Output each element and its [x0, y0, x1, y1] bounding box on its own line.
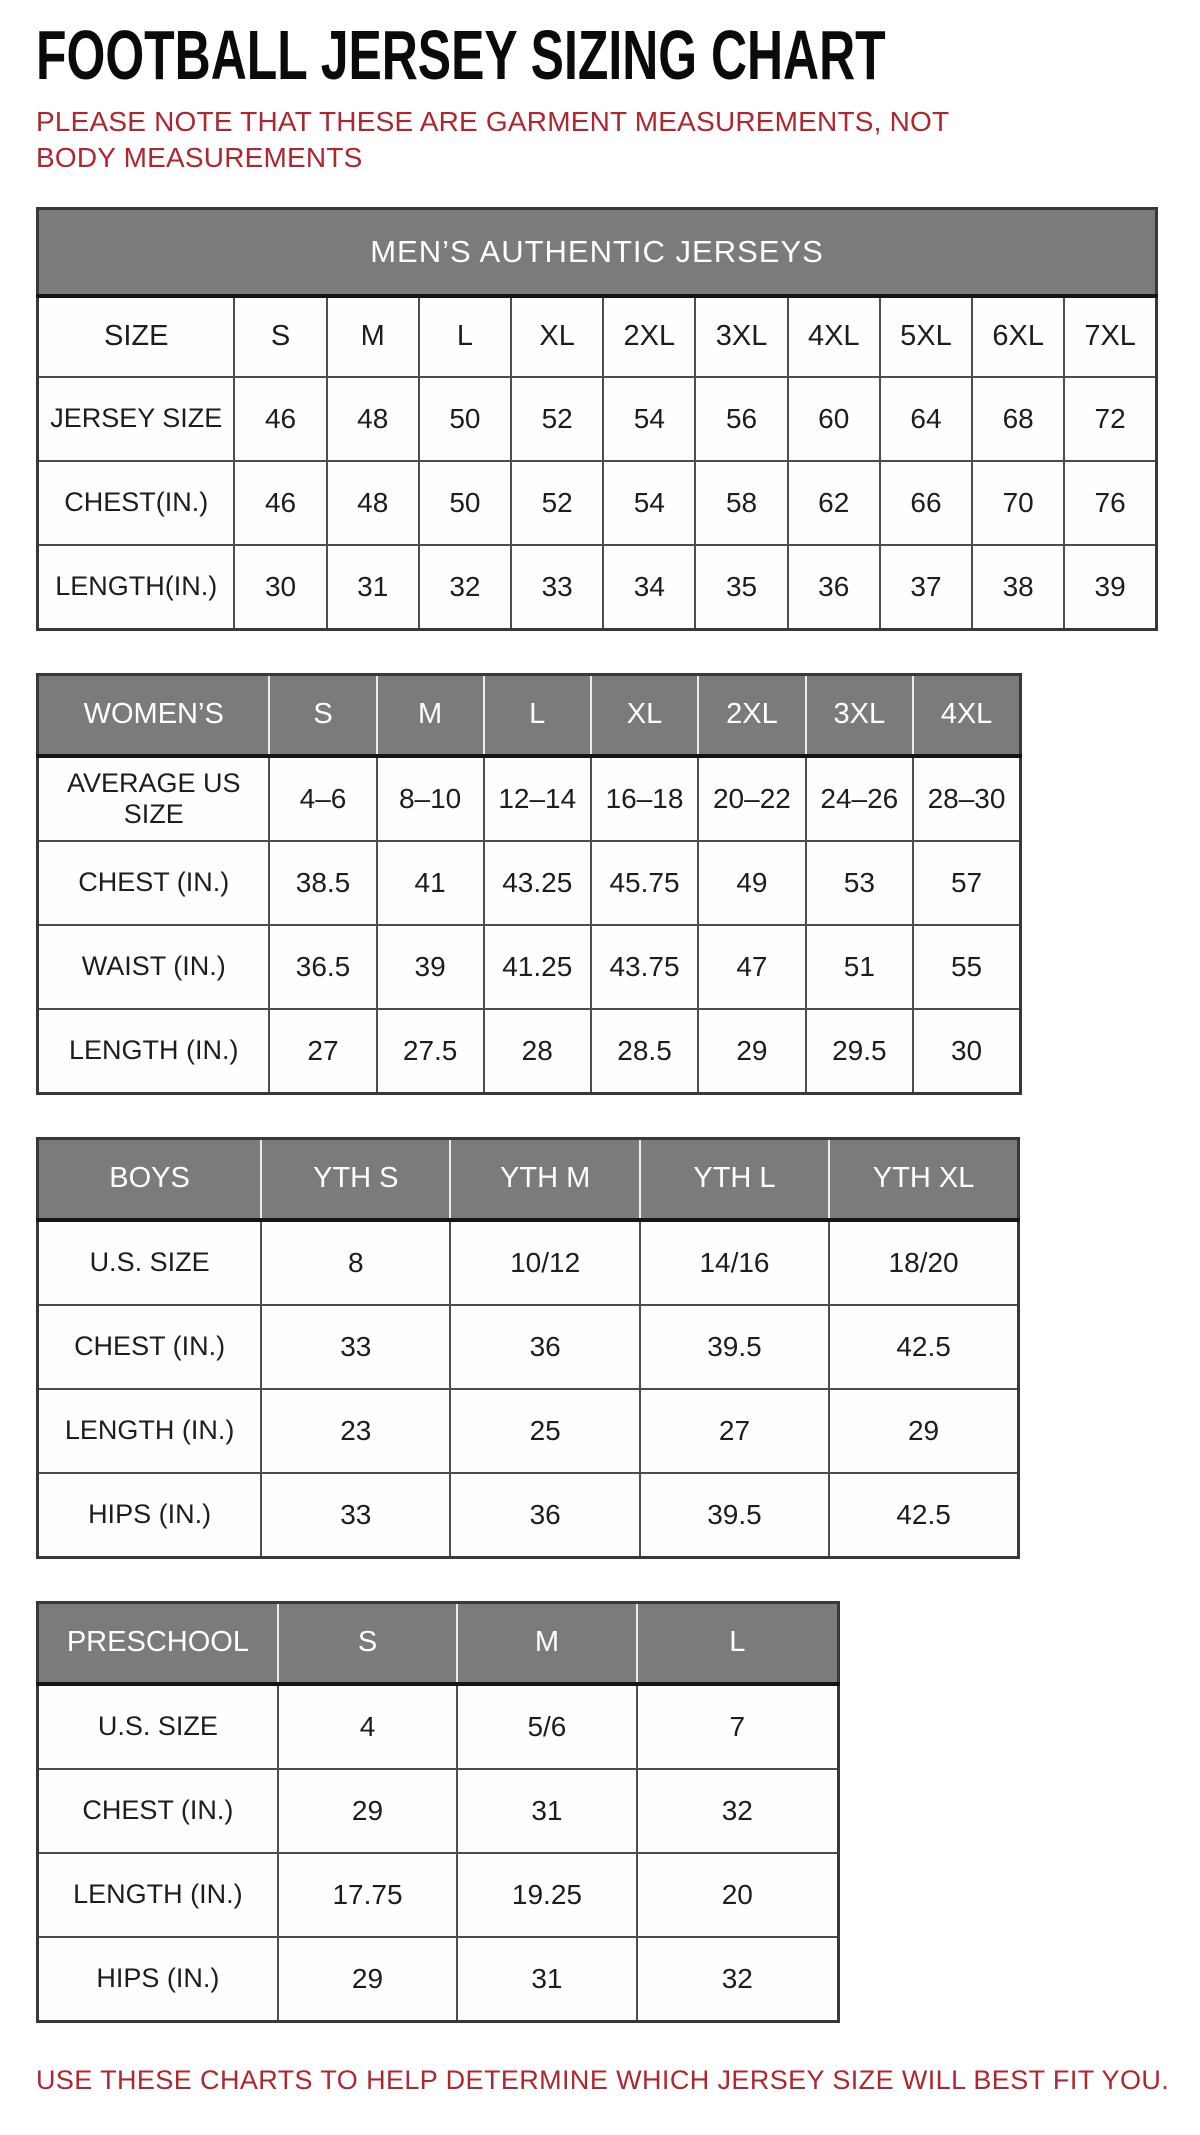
column-header: 2XL — [603, 296, 695, 377]
size-value: 32 — [419, 545, 511, 630]
row-label: CHEST (IN.) — [38, 1305, 262, 1389]
size-value: 16–18 — [591, 756, 698, 841]
size-value: 33 — [261, 1473, 450, 1558]
size-value: 39 — [1064, 545, 1156, 630]
column-header: M — [327, 296, 419, 377]
size-value: 31 — [457, 1937, 636, 2022]
row-label: JERSEY SIZE — [38, 377, 235, 461]
size-value: 31 — [457, 1769, 636, 1853]
size-value: 46 — [234, 461, 326, 545]
size-value: 38 — [972, 545, 1064, 630]
size-tables — [36, 207, 1162, 2023]
size-value: 36 — [788, 545, 880, 630]
size-value: 30 — [913, 1009, 1020, 1094]
size-value: 70 — [972, 461, 1064, 545]
table-row — [38, 1769, 839, 1853]
row-label: U.S. SIZE — [38, 1220, 262, 1305]
row-label: AVERAGE US SIZE — [38, 756, 270, 841]
table-row — [38, 1473, 1019, 1558]
size-value: 76 — [1064, 461, 1156, 545]
womens-jerseys-table — [36, 673, 1022, 1095]
size-value: 39.5 — [640, 1305, 829, 1389]
size-value: 45.75 — [591, 841, 698, 925]
size-value: 56 — [695, 377, 787, 461]
size-value: 12–14 — [484, 756, 591, 841]
table-row — [38, 461, 1157, 545]
size-value: 36 — [450, 1473, 639, 1558]
table-row — [38, 1684, 839, 1769]
row-label: LENGTH (IN.) — [38, 1853, 278, 1937]
size-value: 30 — [234, 545, 326, 630]
table-banner: MEN’S AUTHENTIC JERSEYS — [38, 208, 1157, 296]
size-value: 29.5 — [806, 1009, 913, 1094]
page-title — [36, 16, 1162, 95]
size-value: 60 — [788, 377, 880, 461]
size-value: 58 — [695, 461, 787, 545]
table-row — [38, 1389, 1019, 1473]
size-value: 39.5 — [640, 1473, 829, 1558]
size-value: 49 — [698, 841, 805, 925]
size-value: 28 — [484, 1009, 591, 1094]
row-label: HIPS (IN.) — [38, 1937, 278, 2022]
preschool-jerseys-table — [36, 1601, 840, 2023]
column-header: S — [234, 296, 326, 377]
column-header: L — [637, 1602, 839, 1684]
size-value: 43.25 — [484, 841, 591, 925]
size-value: 20–22 — [698, 756, 805, 841]
size-value: 48 — [327, 461, 419, 545]
table-row — [38, 756, 1021, 841]
row-label: CHEST(IN.) — [38, 461, 235, 545]
size-value: 20 — [637, 1853, 839, 1937]
row-label: CHEST (IN.) — [38, 841, 270, 925]
size-value: 54 — [603, 461, 695, 545]
size-value: 46 — [234, 377, 326, 461]
row-label: HIPS (IN.) — [38, 1473, 262, 1558]
size-value: 52 — [511, 461, 603, 545]
size-value: 33 — [511, 545, 603, 630]
table-label-header: WOMEN’S — [38, 674, 270, 756]
size-value: 42.5 — [829, 1305, 1018, 1389]
size-value: 4–6 — [269, 756, 376, 841]
size-value: 29 — [829, 1389, 1018, 1473]
column-header: S — [278, 1602, 457, 1684]
size-value: 19.25 — [457, 1853, 636, 1937]
size-value: 29 — [278, 1937, 457, 2022]
row-label: LENGTH(IN.) — [38, 545, 235, 630]
size-value: 8–10 — [377, 756, 484, 841]
size-value: 39 — [377, 925, 484, 1009]
table-row — [38, 925, 1021, 1009]
size-value: 27 — [269, 1009, 376, 1094]
table-label-header: PRESCHOOL — [38, 1602, 278, 1684]
size-value: 57 — [913, 841, 1020, 925]
table-label-header: BOYS — [38, 1138, 262, 1220]
column-header: XL — [591, 674, 698, 756]
size-value: 24–26 — [806, 756, 913, 841]
garment-measurement-disclaimer: PLEASE NOTE THAT THESE ARE GARMENT MEASUREMENTS, NOT BODY MEASUREMENTS — [36, 106, 949, 174]
size-value: 28.5 — [591, 1009, 698, 1094]
size-value: 27.5 — [377, 1009, 484, 1094]
size-value: 10/12 — [450, 1220, 639, 1305]
size-value: 28–30 — [913, 756, 1020, 841]
column-header: YTH L — [640, 1138, 829, 1220]
column-header: 3XL — [806, 674, 913, 756]
size-value: 36.5 — [269, 925, 376, 1009]
size-value: 41 — [377, 841, 484, 925]
size-value: 66 — [880, 461, 972, 545]
row-label: CHEST (IN.) — [38, 1769, 278, 1853]
size-value: 36 — [450, 1305, 639, 1389]
size-value: 52 — [511, 377, 603, 461]
size-value: 43.75 — [591, 925, 698, 1009]
size-value: 34 — [603, 545, 695, 630]
size-value: 42.5 — [829, 1473, 1018, 1558]
size-value: 31 — [327, 545, 419, 630]
size-value: 47 — [698, 925, 805, 1009]
table-row — [38, 1937, 839, 2022]
size-value: 35 — [695, 545, 787, 630]
table-row — [38, 1009, 1021, 1094]
size-value: 33 — [261, 1305, 450, 1389]
table-row — [38, 1305, 1019, 1389]
size-value: 18/20 — [829, 1220, 1018, 1305]
size-value: 68 — [972, 377, 1064, 461]
column-header: 4XL — [913, 674, 1020, 756]
size-value: 27 — [640, 1389, 829, 1473]
size-value: 50 — [419, 377, 511, 461]
column-header: S — [269, 674, 376, 756]
column-header: 6XL — [972, 296, 1064, 377]
table-row — [38, 841, 1021, 925]
size-value: 72 — [1064, 377, 1156, 461]
page-title-text: FOOTBALL JERSEY SIZING CHART — [36, 16, 886, 95]
footer-note: USE THESE CHARTS TO HELP DETERMINE WHICH JERSEY SIZE WILL BEST FIT YOU. — [36, 2064, 1170, 2095]
column-header: 5XL — [880, 296, 972, 377]
row-label: U.S. SIZE — [38, 1684, 278, 1769]
size-value: 54 — [603, 377, 695, 461]
size-value: 51 — [806, 925, 913, 1009]
size-value: 23 — [261, 1389, 450, 1473]
column-header: YTH M — [450, 1138, 639, 1220]
row-label: WAIST (IN.) — [38, 925, 270, 1009]
table-row — [38, 1220, 1019, 1305]
column-header: YTH XL — [829, 1138, 1018, 1220]
boys-jerseys-table — [36, 1137, 1020, 1559]
size-value: 29 — [698, 1009, 805, 1094]
size-value: 25 — [450, 1389, 639, 1473]
table-row — [38, 545, 1157, 630]
size-value: 37 — [880, 545, 972, 630]
column-header: M — [377, 674, 484, 756]
size-value: 41.25 — [484, 925, 591, 1009]
table-row — [38, 1853, 839, 1937]
size-value: 4 — [278, 1684, 457, 1769]
size-value: 48 — [327, 377, 419, 461]
size-value: 64 — [880, 377, 972, 461]
size-value: 8 — [261, 1220, 450, 1305]
size-value: 53 — [806, 841, 913, 925]
size-value: 7 — [637, 1684, 839, 1769]
column-header: L — [484, 674, 591, 756]
column-header: M — [457, 1602, 636, 1684]
column-header: YTH S — [261, 1138, 450, 1220]
size-value: 38.5 — [269, 841, 376, 925]
size-value: 5/6 — [457, 1684, 636, 1769]
row-label: LENGTH (IN.) — [38, 1009, 270, 1094]
size-value: 55 — [913, 925, 1020, 1009]
column-header: 3XL — [695, 296, 787, 377]
column-header: 4XL — [788, 296, 880, 377]
row-label: LENGTH (IN.) — [38, 1389, 262, 1473]
column-header: XL — [511, 296, 603, 377]
size-value: 62 — [788, 461, 880, 545]
mens-authentic-jerseys-table — [36, 207, 1158, 631]
table-label-header: SIZE — [38, 296, 235, 377]
size-value: 50 — [419, 461, 511, 545]
column-header: 7XL — [1064, 296, 1156, 377]
size-value: 29 — [278, 1769, 457, 1853]
size-value: 32 — [637, 1937, 839, 2022]
column-header: L — [419, 296, 511, 377]
column-header: 2XL — [698, 674, 805, 756]
size-value: 17.75 — [278, 1853, 457, 1937]
size-value: 32 — [637, 1769, 839, 1853]
table-row — [38, 377, 1157, 461]
size-value: 14/16 — [640, 1220, 829, 1305]
